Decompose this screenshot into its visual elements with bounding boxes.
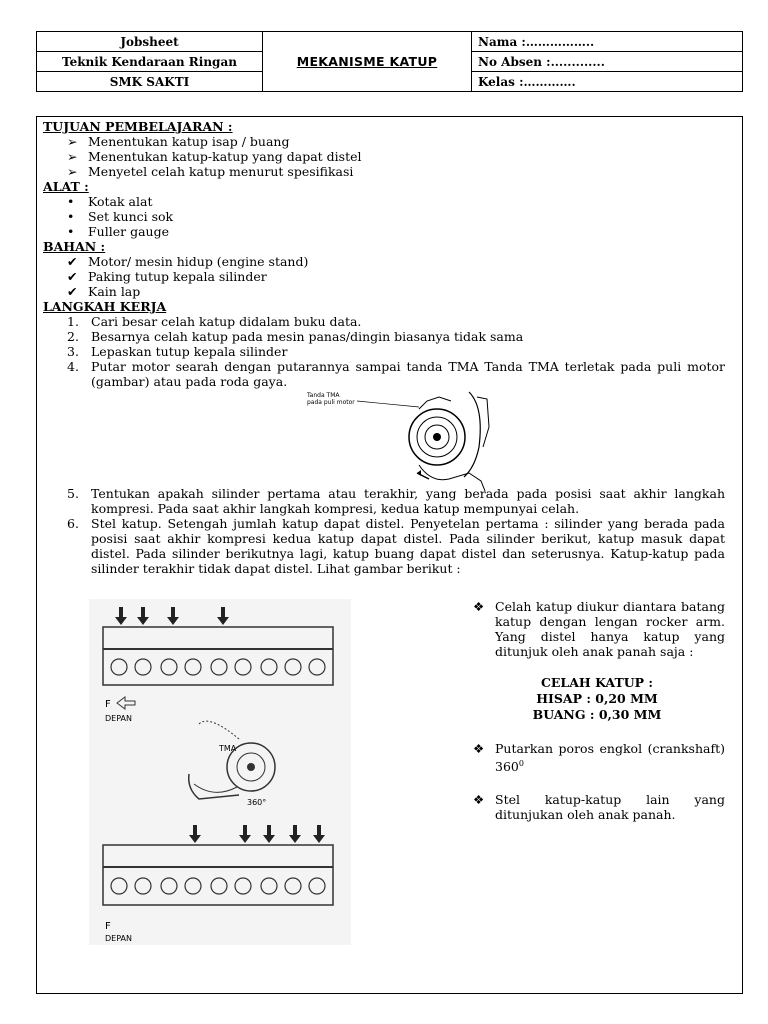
list-item: 4. Putar motor searah dengan putarannya sampai tanda TMA Tanda TMA terletak pada puli motor (gambar) atau pada roda gaya. xyxy=(67,359,725,389)
tma-mark-label: TMA xyxy=(219,744,237,753)
valve-adjustment-figure xyxy=(89,599,351,945)
note-clearance-text: Celah katup diukur diantara batang katup dengan lengan rocker arm. Yang distel hanya katup yang ditunjuk oleh anak panah saja : xyxy=(495,599,725,659)
note-item xyxy=(469,792,725,822)
checkmark-icon: ✔ xyxy=(67,284,78,299)
rotation-360-label: 360° xyxy=(247,798,267,807)
list-item: 1. Cari besar celah katup didalam buku data. xyxy=(67,314,362,329)
degree-superscript: 0 xyxy=(518,759,524,768)
arrow-bullet-icon: ➢ xyxy=(67,134,78,149)
list-item: 6. Stel katup. Setengah jumlah katup dapat distel. Penyetelan pertama : silinder yang berada pada posisi saat akhir kompresi kedua katup dapat distel. Pada silinder berikut, katup masuk dapat distel. Pada silinder berikutnya lagi, katup buang dapat distel dan seterusnya. Katup-katup pada silinder terakhir tidak dapat distel. Lihat gambar berikut : xyxy=(67,516,725,576)
list-item: ➢ Menyetel celah katup menurut spesifikasi xyxy=(67,164,354,179)
list-item: • Fuller gauge xyxy=(67,224,169,239)
list-item: ➢ Menentukan katup-katup yang dapat distel xyxy=(67,149,362,164)
depan-label: DEPAN xyxy=(105,714,132,723)
header-table xyxy=(36,31,743,92)
diamond-bullet-icon: ❖ xyxy=(473,741,485,756)
school-label: SMK SAKTI xyxy=(37,72,263,92)
spec-title: CELAH KATUP : xyxy=(540,675,654,690)
list-item: 3. Lepaskan tutup kepala silinder xyxy=(67,344,288,359)
list-item: 2. Besarnya celah katup pada mesin panas/dingin biasanya tidak sama xyxy=(67,329,524,344)
list-item: • Kotak alat xyxy=(67,194,153,209)
note-crankshaft-text: Putarkan poros engkol (crankshaft) 360 xyxy=(495,741,725,775)
clearance-spec xyxy=(469,675,725,723)
jobsheet-body xyxy=(36,116,743,994)
langkah-heading: LANGKAH KERJA xyxy=(43,299,167,314)
kelas-field: Kelas :…………. xyxy=(472,72,743,92)
pulley-illustration xyxy=(299,387,529,497)
valve-notes xyxy=(469,599,725,822)
checkmark-icon: ✔ xyxy=(67,254,78,269)
note-item xyxy=(469,741,725,774)
list-item: ➢ Menentukan katup isap / buang xyxy=(67,134,290,149)
jobsheet-label: Jobsheet xyxy=(37,32,263,52)
checkmark-icon: ✔ xyxy=(67,269,78,284)
content-area xyxy=(43,119,725,576)
subject-label: Teknik Kendaraan Ringan xyxy=(37,52,263,72)
bahan-heading: BAHAN : xyxy=(43,239,106,254)
valve-illustration xyxy=(89,599,351,945)
spec-hisap: HISAP : 0,20 MM xyxy=(536,691,658,706)
spec-buang: BUANG : 0,30 MM xyxy=(532,707,662,722)
list-item: ✔ Kain lap xyxy=(67,284,141,299)
tma-label-line1: Tanda TMA xyxy=(307,392,340,399)
diamond-bullet-icon: ❖ xyxy=(473,599,485,614)
nama-field: Nama :…………….. xyxy=(472,32,743,52)
list-item: ✔ Paking tutup kepala silinder xyxy=(67,269,267,284)
note-item xyxy=(469,599,725,659)
tujuan-heading: TUJUAN PEMBELAJARAN : xyxy=(43,119,233,134)
list-item: 5. Tentukan apakah silinder pertama atau terakhir, yang berada pada posisi saat akhir langkah kompresi. Pada saat akhir langkah kompresi, kedua katup mempunyai celah. xyxy=(67,486,725,516)
dot-bullet-icon: • xyxy=(67,224,75,239)
list-item: • Set kunci sok xyxy=(67,209,174,224)
dot-bullet-icon: • xyxy=(67,209,75,224)
front-label-2: F xyxy=(105,921,111,932)
document-title: MEKANISME KATUP xyxy=(263,32,472,92)
tma-pulley-figure xyxy=(299,387,529,497)
dot-bullet-icon: • xyxy=(67,194,75,209)
bahan-list xyxy=(43,254,725,299)
diamond-bullet-icon: ❖ xyxy=(473,792,485,808)
front-label: F xyxy=(105,699,111,710)
alat-heading: ALAT : xyxy=(43,179,89,194)
arrow-bullet-icon: ➢ xyxy=(67,164,78,179)
depan-label-2: DEPAN xyxy=(105,934,132,943)
absen-field: No Absen :............. xyxy=(472,52,743,72)
arrow-bullet-icon: ➢ xyxy=(67,149,78,164)
note-adjust-text: Stel katup-katup lain yang ditunjukan oleh anak panah. xyxy=(495,792,725,823)
alat-list xyxy=(43,194,725,239)
tma-label-line2: pada puli motor xyxy=(307,399,355,406)
tujuan-list xyxy=(43,134,725,179)
list-item: ✔ Motor/ mesin hidup (engine stand) xyxy=(67,254,309,269)
